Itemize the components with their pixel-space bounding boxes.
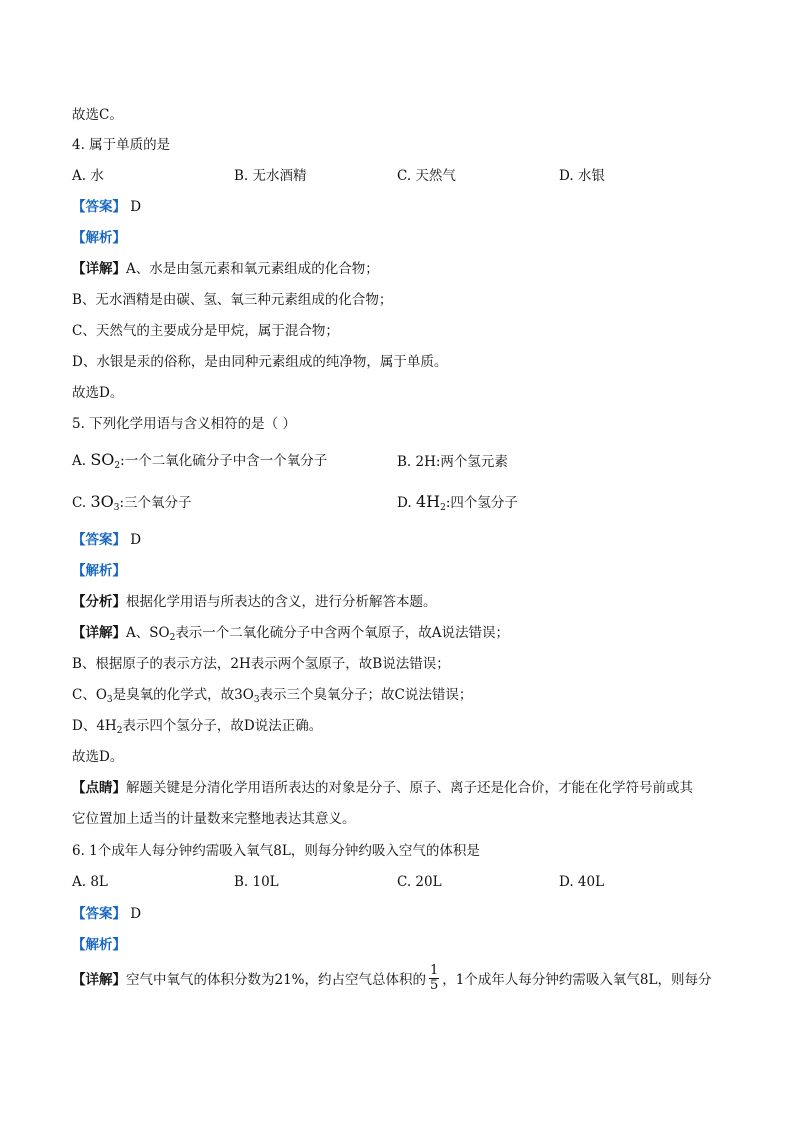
q5-fenxi-line: 【分析】根据化学用语与所表达的含义，进行分析解答本题。 — [72, 594, 437, 610]
text-line: 故选C。 — [72, 107, 123, 123]
q4-detail-b: B、无水酒精是由碳、氢、氧三种元素组成的化合物； — [72, 292, 393, 308]
q6-answer-value: D — [130, 906, 142, 922]
q5-detail-b: B、根据原子的表示方法，2H表示两个氢原子，故B说法错误； — [72, 656, 450, 672]
q5-answer-line — [72, 530, 141, 550]
q4-detail-d: D、水银是汞的俗称，是由同种元素组成的纯净物，属于单质。 — [72, 354, 448, 370]
q4-option-d: D. 水银 — [559, 168, 605, 184]
q6-option-a: A. 8L — [72, 874, 108, 890]
q5-dianjing-cont: 它位置加上适当的计量数来完整地表达其意义。 — [72, 811, 356, 827]
q5-detail-a: 【详解】A、$SO_2$表示一个二氧化硫分子中含两个氧原子，故A说法错误； — [72, 625, 510, 643]
q4-conclusion: 故选D。 — [72, 385, 124, 401]
fraction: $\frac{1}{5}$ — [430, 963, 439, 993]
q4-option-c: C. 天然气 — [397, 168, 456, 184]
q4-answer-line — [72, 197, 141, 217]
q5-answer-value: D — [130, 532, 142, 548]
q4-detail-line: 【详解】A、水是由氢元素和氧元素组成的化合物； — [72, 261, 379, 277]
q4-detail-c: C、天然气的主要成分是甲烷，属于混合物； — [72, 323, 339, 339]
q4-option-b: B. 无水酒精 — [234, 168, 307, 184]
question-4-stem: 4. 属于单质的是 — [72, 137, 171, 153]
q5-detail-d: D、$4H_2$表示四个氢分子，故D说法正确。 — [72, 718, 323, 736]
q5-option-d: D. $4H_2$:四个氢分子 — [397, 492, 518, 513]
question-5-stem: 5. 下列化学用语与含义相符的是（ ） — [72, 416, 296, 432]
q5-option-a: A. $SO_2$:一个二氧化硫分子中含一个氧分子 — [72, 450, 328, 471]
answer-tag: 【答案】 — [72, 199, 126, 215]
q4-answer-value: D — [130, 199, 142, 215]
q5-dianjing-line: 【点睛】解题关键是分清化学用语所表达的对象是分子、原子、离子还是化合价，才能在化学符号前或其 — [72, 780, 693, 796]
q6-option-d: D. 40L — [559, 874, 605, 890]
q6-option-c: C. 20L — [397, 874, 442, 890]
q6-detail-line: 【详解】空气中氧气的体积分数为21%，约占空气总体积的 $\frac{1}{5}$ ，1个成年人每分钟约需吸入氧气8L，则每分 — [72, 963, 712, 993]
q5-conclusion: 故选D。 — [72, 749, 124, 765]
answer-tag: 【答案】 — [72, 906, 126, 922]
q5-detail-c: C、$O_3$是臭氧的化学式，故$3O_3$表示三个臭氧分子；故C说法错误； — [72, 687, 473, 705]
q6-option-b: B. 10L — [234, 874, 279, 890]
question-6-stem: 6. 1个成年人每分钟约需吸入氧气8L，则每分钟约吸入空气的体积是 — [72, 843, 480, 859]
answer-tag: 【答案】 — [72, 532, 126, 548]
q5-option-b: B. 2H:两个氢元素 — [397, 454, 508, 470]
q5-option-c: C. $3O_3$:三个氧分子 — [72, 492, 192, 513]
q6-answer-line — [72, 904, 141, 924]
q5-analysis-tag: 【解析】 — [72, 563, 126, 579]
q4-analysis-tag: 【解析】 — [72, 230, 126, 246]
q6-analysis-tag: 【解析】 — [72, 937, 126, 953]
q4-option-a: A. 水 — [72, 168, 104, 184]
